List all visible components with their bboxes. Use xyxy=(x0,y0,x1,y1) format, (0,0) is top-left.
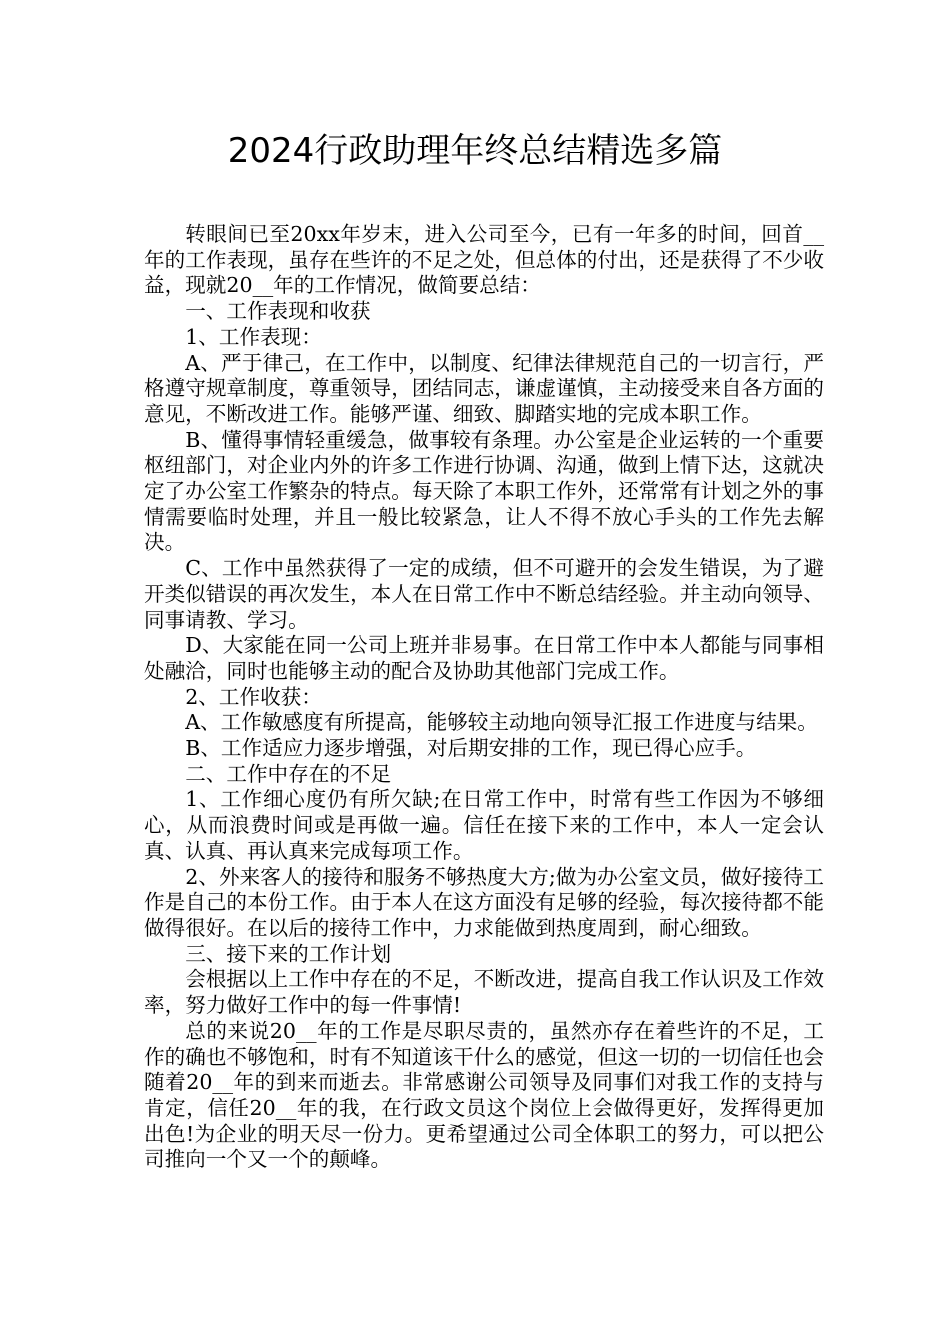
paragraph-performance-d: D、大家能在同一公司上班并非易事。在日常工作中本人都能与同事相处融洽，同时也能够主动的配合及协助其他部门完成工作。 xyxy=(144,633,824,683)
paragraph-conclusion: 总的来说20__年的工作是尽职尽责的，虽然亦存在着些许的不足，工作的确也不够饱和，时有不知道该干什么的感觉，但这一切的一切信任也会随着20__年的到来而逝去。非常感谢公司领导及同事们对我工作的支持与肯定，信任20__年的我，在行政文员这个岗位上会做得更好，发挥得更加出色!为企业的明天尽一份力。更希望通过公司全体职工的努力，可以把公司推向一个又一个的颠峰。 xyxy=(144,1018,824,1172)
paragraph-performance-a: A、严于律己，在工作中，以制度、纪律法律规范自己的一切言行，严格遵守规章制度，尊重领导，团结同志，谦虚谨慎，主动接受来自各方面的意见，不断改进工作。能够严谨、细致、脚踏实地的完成本职工作。 xyxy=(144,350,824,426)
paragraph-intro: 转眼间已至20xx年岁末，进入公司至今，已有一年多的时间，回首__年的工作表现，虽存在些许的不足之处，但总体的付出，还是获得了不少收益，现就20__年的工作情况，做简要总结： xyxy=(144,222,824,298)
paragraph-performance-c: C、工作中虽然获得了一定的成绩，但不可避开的会发生错误，为了避开类似错误的再次发生，本人在日常工作中不断总结经验。并主动向领导、同事请教、学习。 xyxy=(144,556,824,632)
subheading-gains: 2、工作收获： xyxy=(185,684,322,709)
paragraph-plan: 会根据以上工作中存在的不足，不断改进，提高自我工作认识及工作效率，努力做好工作中的每一件事情! xyxy=(144,967,824,1018)
paragraph-gains-a: A、工作敏感度有所提高，能够较主动地向领导汇报工作进度与结果。 xyxy=(185,710,818,735)
paragraph-shortcoming-1: 1、工作细心度仍有所欠缺;在日常工作中，时常有些工作因为不够细心，从而浪费时间或是再做一遍。信任在接下来的工作中，本人一定会认真、认真、再认真来完成每项工作。 xyxy=(144,787,824,863)
document-title: 2024行政助理年终总结精选多篇 xyxy=(227,131,723,171)
heading-section-1: 一、工作表现和收获 xyxy=(185,299,371,324)
heading-section-2: 二、工作中存在的不足 xyxy=(185,761,392,786)
paragraph-shortcoming-2: 2、外来客人的接待和服务不够热度大方;做为办公室文员，做好接待工作是自己的本份工作。由于本人在这方面没有足够的经验，每次接待都不能做得很好。在以后的接待工作中，力求能做到热度周到，耐心细致。 xyxy=(144,864,824,940)
document-body xyxy=(144,222,824,1173)
subheading-performance: 1、工作表现： xyxy=(185,324,322,349)
paragraph-performance-b: B、懂得事情轻重缓急，做事较有条理。办公室是企业运转的一个重要枢纽部门，对企业内外的许多工作进行协调、沟通，做到上情下达，这就决定了办公室工作繁杂的特点。每天除了本职工作外，还常常有计划之外的事情需要临时处理，并且一般比较紧急，让人不得不放心手头的工作先去解决。 xyxy=(144,427,824,555)
heading-section-3: 三、接下来的工作计划 xyxy=(185,941,392,966)
paragraph-gains-b: B、工作适应力逐步增强，对后期安排的工作，现已得心应手。 xyxy=(185,736,757,761)
